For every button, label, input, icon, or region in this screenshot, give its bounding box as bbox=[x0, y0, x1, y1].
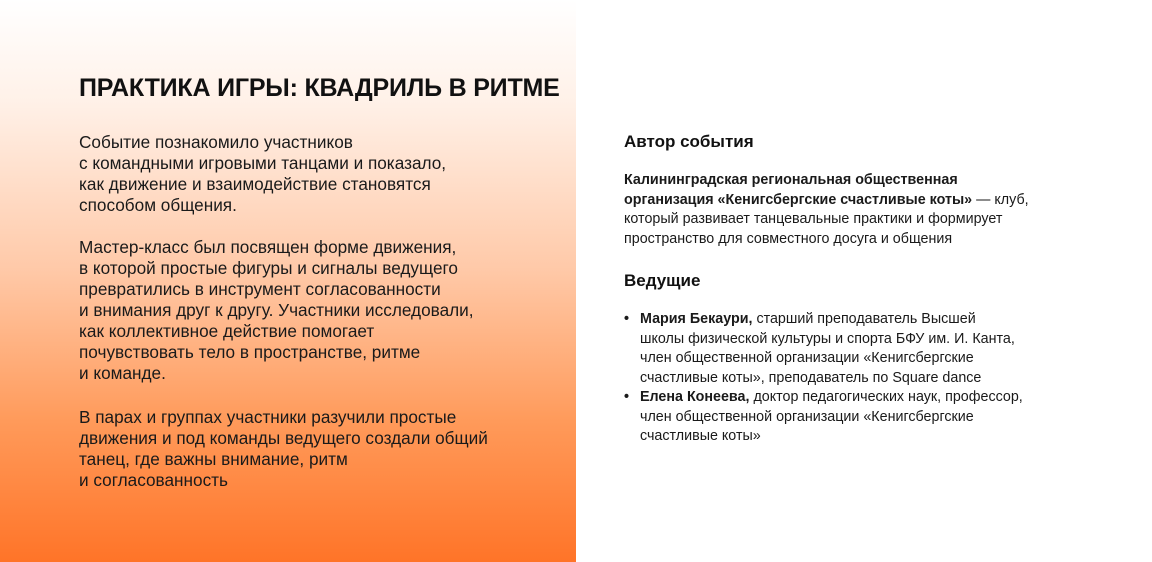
host-role-line: член общественной организации «Кенигсбергские bbox=[640, 408, 974, 425]
host-role-line: член общественной организации «Кенигсбергские bbox=[640, 350, 974, 366]
paragraph-line: движения и под команды ведущего создали общий bbox=[79, 428, 488, 448]
hosts-heading: Ведущие bbox=[624, 271, 701, 290]
host-item bbox=[624, 310, 1023, 388]
host-name: Мария Бекаури, bbox=[640, 311, 753, 327]
paragraph-line: способом общения. bbox=[79, 195, 237, 215]
page-title: ПРАКТИКА ИГРЫ: КВАДРИЛЬ В РИТМЕ bbox=[79, 74, 560, 102]
host-item bbox=[624, 388, 1023, 447]
bullet-icon: • bbox=[624, 311, 630, 327]
host-role: доктор педагогических наук, профессор, bbox=[749, 389, 1023, 405]
description-paragraph-3 bbox=[79, 407, 488, 491]
host-first-line bbox=[640, 388, 1023, 408]
paragraph-line: в которой простые фигуры и сигналы ведущего bbox=[79, 258, 458, 278]
paragraph-line: как движение и взаимодействие становятся bbox=[79, 174, 431, 194]
paragraph-line: В парах и группах участники разучили простые bbox=[79, 407, 457, 427]
author-heading: Автор события bbox=[624, 132, 754, 151]
author-organization bbox=[624, 171, 1029, 249]
right-info-panel bbox=[576, 0, 1152, 562]
paragraph-line: Мастер-класс был посвящен форме движения, bbox=[79, 237, 457, 257]
hosts-list bbox=[624, 310, 1023, 447]
host-role-line: школы физической культуры и спорта БФУ им. И. Канта, bbox=[640, 330, 1015, 347]
paragraph-line: танец, где важны внимание, ритм bbox=[79, 449, 348, 469]
organization-name: организация «Кенигсбергские счастливые коты» bbox=[624, 191, 973, 208]
description-paragraph-2 bbox=[79, 237, 474, 384]
bullet-icon: • bbox=[624, 389, 630, 405]
paragraph-line: и команде. bbox=[79, 363, 166, 383]
organization-description: — клуб, bbox=[972, 191, 1029, 208]
paragraph-line: как коллективное действие помогает bbox=[79, 321, 375, 341]
host-role: старший преподаватель Высшей bbox=[752, 311, 976, 327]
organization-line bbox=[624, 191, 1029, 211]
paragraph-line: Событие познакомило участников bbox=[79, 132, 353, 152]
host-role-line: счастливые коты», преподаватель по Square dance bbox=[640, 369, 982, 386]
host-role-line: счастливые коты» bbox=[640, 428, 761, 444]
organization-name-line: Калининградская региональная общественная bbox=[624, 172, 958, 188]
organization-description-line: который развивает танцевальные практики и формирует bbox=[624, 211, 1003, 227]
paragraph-line: и согласованность bbox=[79, 470, 229, 490]
host-first-line bbox=[640, 310, 1023, 330]
paragraph-line: и внимания друг к другу. Участники исследовали, bbox=[79, 300, 474, 320]
paragraph-line: почувствовать тело в пространстве, ритме bbox=[79, 342, 421, 362]
host-name: Елена Конеева, bbox=[640, 389, 750, 405]
description-paragraph-1 bbox=[79, 132, 446, 216]
paragraph-line: превратились в инструмент согласованности bbox=[79, 279, 441, 299]
paragraph-line: с командными игровыми танцами и показало, bbox=[79, 153, 447, 173]
organization-description-line: пространство для совместного досуга и общения bbox=[624, 230, 953, 247]
